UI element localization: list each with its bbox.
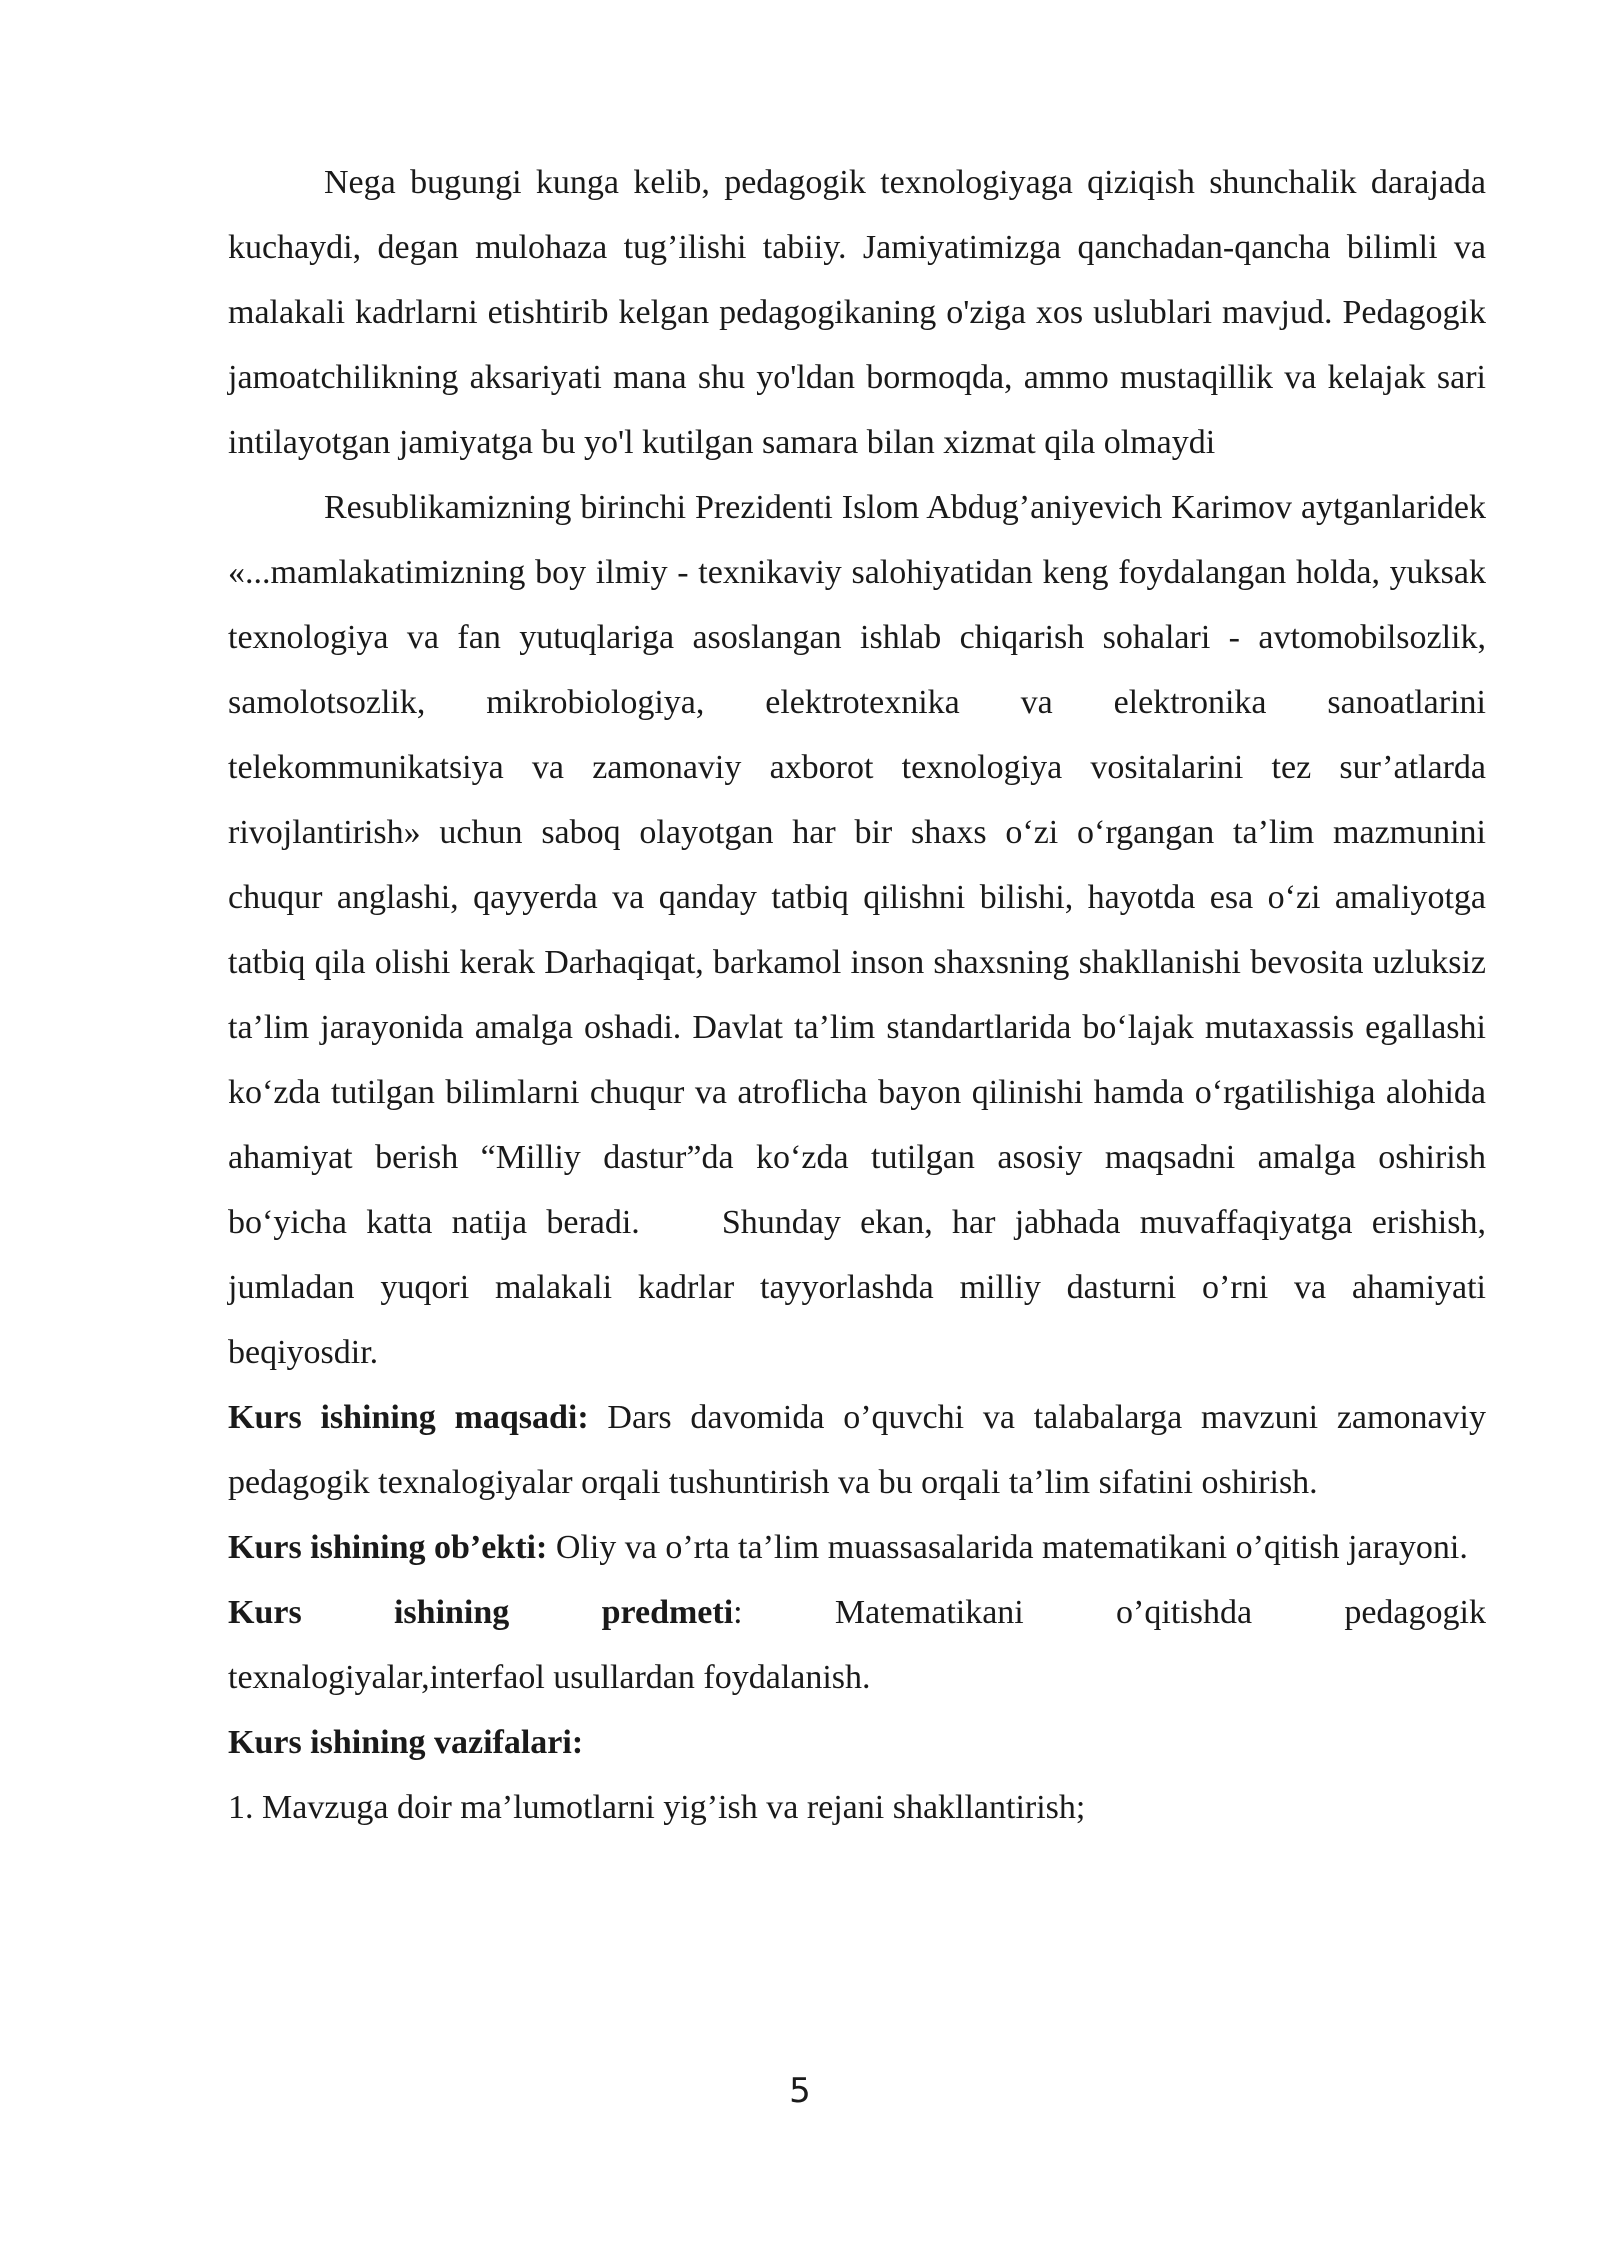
course-subject-word: Kurs (228, 1594, 302, 1631)
course-tasks-heading: Kurs ishining vazifalari: (228, 1724, 584, 1761)
course-goal (228, 1385, 1486, 1515)
course-subject-text-word: o’qitishda (1116, 1594, 1253, 1631)
course-object-text: Oliy va o’rta ta’lim muassasalarida matematikani o’qitish jarayoni. (547, 1529, 1468, 1566)
course-goal-text: Dars davomida o’quvchi va talabalarga mavzuni zamonaviy pedagogik texnalogiyalar orqali tushuntirish va bu orqali ta’lim sifatini oshirish. (228, 1399, 1486, 1501)
course-goal-label: Kurs ishining maqsadi: (228, 1399, 589, 1436)
course-subject-colon: : (733, 1594, 743, 1631)
paragraph-president-quote-main: Resublikamizning birinchi Prezidenti Islom Abdug’aniyevich Karimov aytganlaridek «...mamlakatimizning boy ilmiy - texnikaviy salohiyatidan keng foydalangan holda, yuksak texnologiya va fan yutuqlariga asoslangan ishlab chiqarish sohalari - avtomobilsozlik, samolotsozlik, mikrobiologiya, elektrotexnika va elektronika sanoatlarini telekommunikatsiya va zamonaviy axborot texnologiya vositalarini tez sur’atlarda rivojlantirish» uchun saboq olayotgan har bir shaxs o‘zi o‘rgangan ta’lim mazmunini chuqur anglashi, qayyerda va qanday tatbiq qilishni bilishi, hayotda esa o‘zi amaliyotga tatbiq qila olishi kerak Darhaqiqat, barkamol inson shaxsning shakllanishi bevosita uzluksiz ta’lim jarayonida amalga oshadi. Davlat ta’lim standartlarida bo‘lajak mutaxassis egallashi ko‘zda tutilgan bilimlarni chuqur va atroflicha bayon qilinishi hamda o‘rgatilishiga alohida ahamiyat berish “Milliy dastur”da ko‘zda tutilgan asosiy maqsadni amalga oshirish bo‘yicha katta natija beradi. (228, 489, 1486, 1241)
course-subject-continuation: texnalogiyalar,interfaol usullardan foydalanish. (228, 1659, 871, 1696)
course-subject-word: predmeti (601, 1594, 734, 1631)
course-subject-text-word: pedagogik (1344, 1594, 1486, 1631)
course-object-label: Kurs ishining ob’ekti: (228, 1529, 548, 1566)
paragraph-conclusion: Shunday ekan, har jabhada muvaffaqiyatga erishish, jumladan yuqori malakali kadrlar tayyorlashda milliy dasturni o’rni va ahamiyati beqiyosdir. (228, 1204, 1486, 1371)
course-subject-text-word: Matematikani (834, 1594, 1024, 1631)
course-subject-label-end (602, 1580, 743, 1645)
page-number: 5 (789, 2071, 811, 2111)
paragraph-president-quote (228, 475, 1486, 1385)
paragraph-intro: Nega bugungi kunga kelib, pedagogik texnologiyaga qiziqish shunchalik darajada kuchaydi, degan mulohaza tug’ilishi tabiiy. Jamiyatimizga qanchadan-qancha bilimli va malakali kadrlarni etishtirib kelgan pedagogikaning o'ziga xos uslublari mavjud. Pedagogik jamoatchilikning aksariyati mana shu yo'ldan bormoqda, ammo mustaqillik va kelajak sari intilayotgan jamiyatga bu yo'l kutilgan samara bilan xizmat qila olmaydi (228, 164, 1486, 461)
document-page (228, 150, 1486, 1840)
course-subject-word: ishining (393, 1594, 510, 1631)
course-object (228, 1515, 1486, 1580)
course-task-item: 1. Mavzuga doir ma’lumotlarni yig’ish va rejani shakllantirish; (228, 1789, 1086, 1826)
course-subject-line (228, 1580, 1486, 1645)
